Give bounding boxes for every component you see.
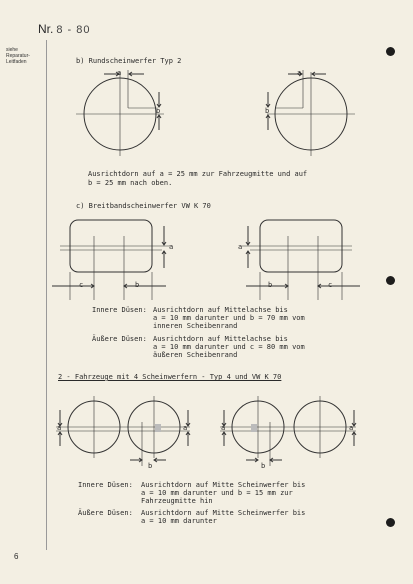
label-b-2-left: b	[148, 462, 153, 470]
quad-headlights-left-pair-drawing	[56, 396, 190, 466]
section-2-title: 2 - Fahrzeuge mit 4 Scheinwerfern - Typ 4 und VW K 70	[58, 373, 282, 381]
section-b-desc-line1: Ausrichtdorn auf a = 25 mm zur Fahrzeugmitte und auf	[88, 170, 308, 178]
section-2-outer-line2: a = 10 mm darunter	[141, 517, 217, 525]
header-prefix: Nr.	[38, 22, 54, 36]
round-headlight-left-drawing	[76, 70, 164, 156]
section-c-outer-label: Äußere Düsen:	[92, 335, 147, 343]
round-headlight-right-drawing	[266, 70, 355, 156]
section-c-inner-line2: a = 10 mm darunter und b = 70 mm vom	[153, 314, 305, 322]
section-c-outer-line3: äußeren Scheibenrand	[153, 351, 238, 359]
section-c-inner-label: Innere Düsen:	[92, 306, 147, 314]
section-b-title: b) Rundscheinwerfer Typ 2	[76, 57, 182, 65]
page-number: 6	[14, 552, 19, 561]
label-a-b-right: a	[297, 69, 302, 77]
section-2-inner-label: Innere Düsen:	[78, 481, 133, 489]
section-b-desc-line2: b = 25 mm nach oben.	[88, 179, 173, 187]
section-c-outer-line2: a = 10 mm darunter und c = 80 mm vom	[153, 343, 305, 351]
section-c-inner-line3: inneren Scheibenrand	[153, 322, 238, 330]
label-b-c-left: b	[135, 281, 140, 289]
section-2-inner-line3: Fahrzeugmitte hin	[141, 497, 213, 505]
label-a-2-2: a	[183, 424, 188, 432]
label-a-c-right: a	[238, 243, 243, 251]
section-2-inner-line1: Ausrichtdorn auf Mitte Scheinwerfer bis	[141, 481, 306, 489]
margin-note: siehe Reparatur-Leitfaden	[6, 47, 30, 65]
label-c-c-right: c	[328, 281, 333, 289]
header-number: 8 - 80	[56, 24, 91, 36]
label-c-c-left: c	[79, 281, 84, 289]
label-a-b-left: a	[117, 69, 122, 77]
section-2-inner-line2: a = 10 mm darunter und b = 15 mm zur	[141, 489, 293, 497]
section-c-outer-line1: Ausrichtdorn auf Mittelachse bis	[153, 335, 288, 343]
label-a-2-1: a	[57, 424, 62, 432]
label-b-2-right: b	[261, 462, 266, 470]
label-b-c-right: b	[268, 281, 273, 289]
label-a-c-left: a	[169, 243, 174, 251]
quad-headlights-right-pair-drawing	[220, 396, 356, 466]
label-b-b-right: b	[265, 107, 270, 115]
wide-headlight-left-drawing	[52, 220, 170, 300]
wide-headlight-right-drawing	[242, 220, 360, 300]
label-a-2-4: a	[349, 424, 354, 432]
section-c-inner-line1: Ausrichtdorn auf Mittelachse bis	[153, 306, 288, 314]
section-c-title: c) Breitbandscheinwerfer VW K 70	[76, 202, 211, 210]
section-2-outer-line1: Ausrichtdorn auf Mitte Scheinwerfer bis	[141, 509, 306, 517]
label-b-b-left: b	[156, 107, 161, 115]
label-a-2-3: a	[221, 424, 226, 432]
section-2-outer-label: Äußere Düsen:	[78, 509, 133, 517]
